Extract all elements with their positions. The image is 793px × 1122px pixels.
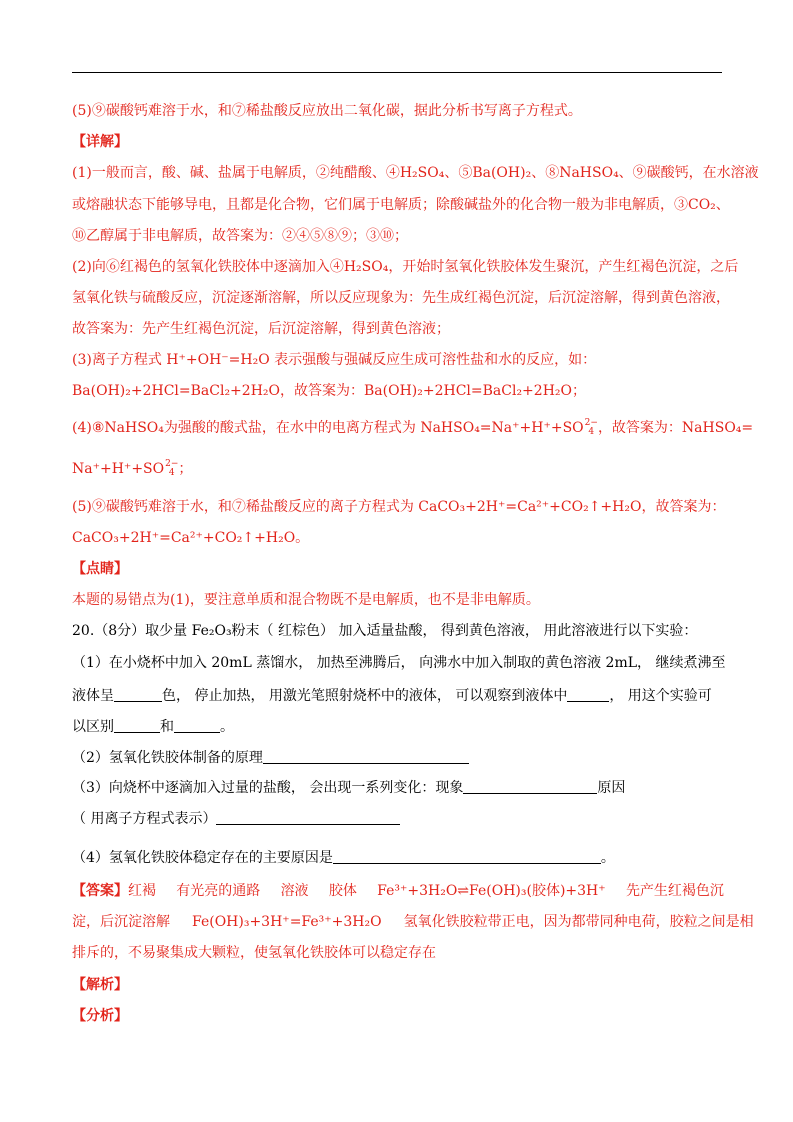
p4-tail-text: ，故答案为：NaHSO₄= <box>597 420 754 436</box>
blank-stability-reason <box>333 849 601 864</box>
detail-p1-line3: ⑩乙醇属于非电解质，故答案为：②④⑤⑧⑨；③⑩； <box>72 228 408 244</box>
detail-p5-line1: (5)⑨碳酸钙难溶于水，和⑦稀盐酸反应的离子方程式为 CaCO₃+2H⁺=Ca²⁺+CO₂↑+H₂O，故答案为： <box>72 499 726 515</box>
answer-3: 溶液 <box>280 883 309 899</box>
hint-5: (5)⑨碳酸钙难溶于水，和⑦稀盐酸反应放出二氧化碳，据此分析书写离子方程式。 <box>72 103 582 119</box>
ion-subscript-2: 4 <box>168 468 175 478</box>
comment-text: 本题的易错点为(1)，要注意单质和混合物既不是电解质，也不是非电解质。 <box>72 592 540 608</box>
blank-distinguish-2 <box>174 718 220 733</box>
q20-s1-line2 <box>72 686 724 706</box>
s1-text-a: 液体呈 <box>72 688 114 704</box>
ion-subscript: 4 <box>588 427 595 437</box>
detail-p2-line3: 故答案为：先产生红褐色沉淀，后沉淀溶解，得到黄色溶液； <box>72 321 450 337</box>
detail-p4-line2 <box>72 459 724 479</box>
q20-s3-line1 <box>72 778 724 798</box>
blank-distinguish-1 <box>114 718 160 733</box>
answer-7: Fe(OH)₃+3H⁺=Fe³⁺+3H₂O <box>192 914 382 930</box>
q20-stem: 20.（8分）取少量 Fe₂O₃粉末（ 红棕色） 加入适量盐酸， 得到黄色溶液， 用此溶液进行以下实验： <box>72 623 698 639</box>
detail-p2-line2: 氢氧化铁与硫酸反应，沉淀逐渐溶解，所以反应现象为：先生成红褐色沉淀，后沉淀溶解，得到黄色溶液， <box>72 290 730 306</box>
answer-6-part2: 淀，后沉淀溶解 <box>72 914 170 930</box>
blank-observation <box>567 687 609 702</box>
q20-s1-line3 <box>72 717 724 737</box>
blank-color <box>114 687 162 702</box>
detail-p3-line2: Ba(OH)₂+2HCl=BaCl₂+2H₂O，故答案为：Ba(OH)₂+2HCl=BaCl₂+2H₂O； <box>72 383 586 399</box>
q20-s3-line2 <box>72 809 724 829</box>
answer-6-part1: 先产生红褐色沉 <box>625 883 724 899</box>
q20-s2 <box>72 748 724 768</box>
answer-2: 有光亮的通路 <box>176 883 261 899</box>
answer-line3: 排斥的，不易聚集成大颗粒，使氢氧化铁胶体可以稳定存在 <box>72 945 436 961</box>
fenxi-heading: 【分析】 <box>72 1008 128 1024</box>
detail-p4-line1 <box>72 418 754 438</box>
s3-text-a: （3）向烧杯中逐滴加入过量的盐酸， 会出现一系列变化：现象 <box>72 780 464 796</box>
s2-text: （2）氢氧化铁胶体制备的原理 <box>72 750 263 766</box>
ion-charge-2: 2− <box>165 459 179 469</box>
detail-p3-line1: (3)离子方程式 H⁺+OH⁻=H₂O 表示强酸与强碱反应生成可溶性盐和水的反应，如： <box>72 352 597 368</box>
s3-text-b: 原因 <box>597 780 626 796</box>
answer-4: 胶体 <box>328 883 357 899</box>
ion-charge: 2− <box>584 418 598 428</box>
analysis-heading: 【解析】 <box>72 977 128 993</box>
answer-5: Fe³⁺+3H₂O⇌Fe(OH)₃(胶体)+3H⁺ <box>377 883 606 899</box>
detail-p1-line2: 或熔融状态下能够导电，且都是化合物，它们属于电解质；除酸碱盐外的化合物一般为非电解质，③CO₂、 <box>72 197 730 213</box>
s3-text-c: （ 用离子方程式表示） <box>72 811 217 827</box>
answer-tag: 【答案】 <box>72 883 128 899</box>
detail-p2-line1: (2)向⑥红褐色的氢氧化铁胶体中逐滴加入④H₂SO₄，开始时氢氧化铁胶体发生聚沉，产生红褐色沉淀，之后 <box>72 259 739 275</box>
comment-heading: 【点睛】 <box>72 561 128 577</box>
blank-phenomenon <box>463 779 597 794</box>
p4-eq-text: (4)⑧NaHSO₄为强酸的酸式盐，在水中的电离方程式为 NaHSO₄=Na⁺+H⁺+SO <box>72 420 584 436</box>
s1-text-f: 。 <box>220 719 234 735</box>
blank-principle <box>263 749 469 764</box>
p4-tail2-text: ； <box>178 461 193 477</box>
answer-line1 <box>72 881 724 901</box>
detail-p1-line1: (1)一般而言，酸、碱、盐属于电解质，②纯醋酸、④H₂SO₄、⑤Ba(OH)₂、⑧NaHSO₄、⑨碳酸钙，在水溶液 <box>72 165 759 181</box>
s1-text-d: 以区别 <box>72 719 114 735</box>
sulfate-ion-mark-2 <box>165 460 178 478</box>
detail-p5-line2: CaCO₃+2H⁺=Ca²⁺+CO₂↑+H₂O。 <box>72 530 310 546</box>
s4-text-b: 。 <box>600 850 615 866</box>
header-rule <box>72 72 722 73</box>
s1-text-e: 和 <box>160 719 174 735</box>
p4-eq2-text: Na⁺+H⁺+SO <box>72 461 165 477</box>
q20-s4 <box>72 848 724 868</box>
s4-text-a: （4）氢氧化铁胶体稳定存在的主要原因是 <box>72 850 333 866</box>
sulfate-ion-mark <box>585 419 598 437</box>
answer-line2 <box>72 912 754 932</box>
s1-text-b: 色， 停止加热， 用激光笔照射烧杯中的液体， 可以观察到液体中 <box>162 688 568 704</box>
detail-heading: 【详解】 <box>72 134 128 150</box>
answer-1: 红褐 <box>128 883 156 899</box>
s1-text-c: ， 用这个实验可 <box>609 688 712 704</box>
answer-8-part1: 氢氧化铁胶粒带正电，因为都带同种电荷，胶粒之间是相 <box>403 914 754 930</box>
q20-s1-line1: （1）在小烧杯中加入 20mL 蒸馏水， 加热至沸腾后， 向沸水中加入制取的黄色溶液 2mL， 继续煮沸至 <box>72 655 726 671</box>
blank-ionic-equation <box>216 810 400 825</box>
